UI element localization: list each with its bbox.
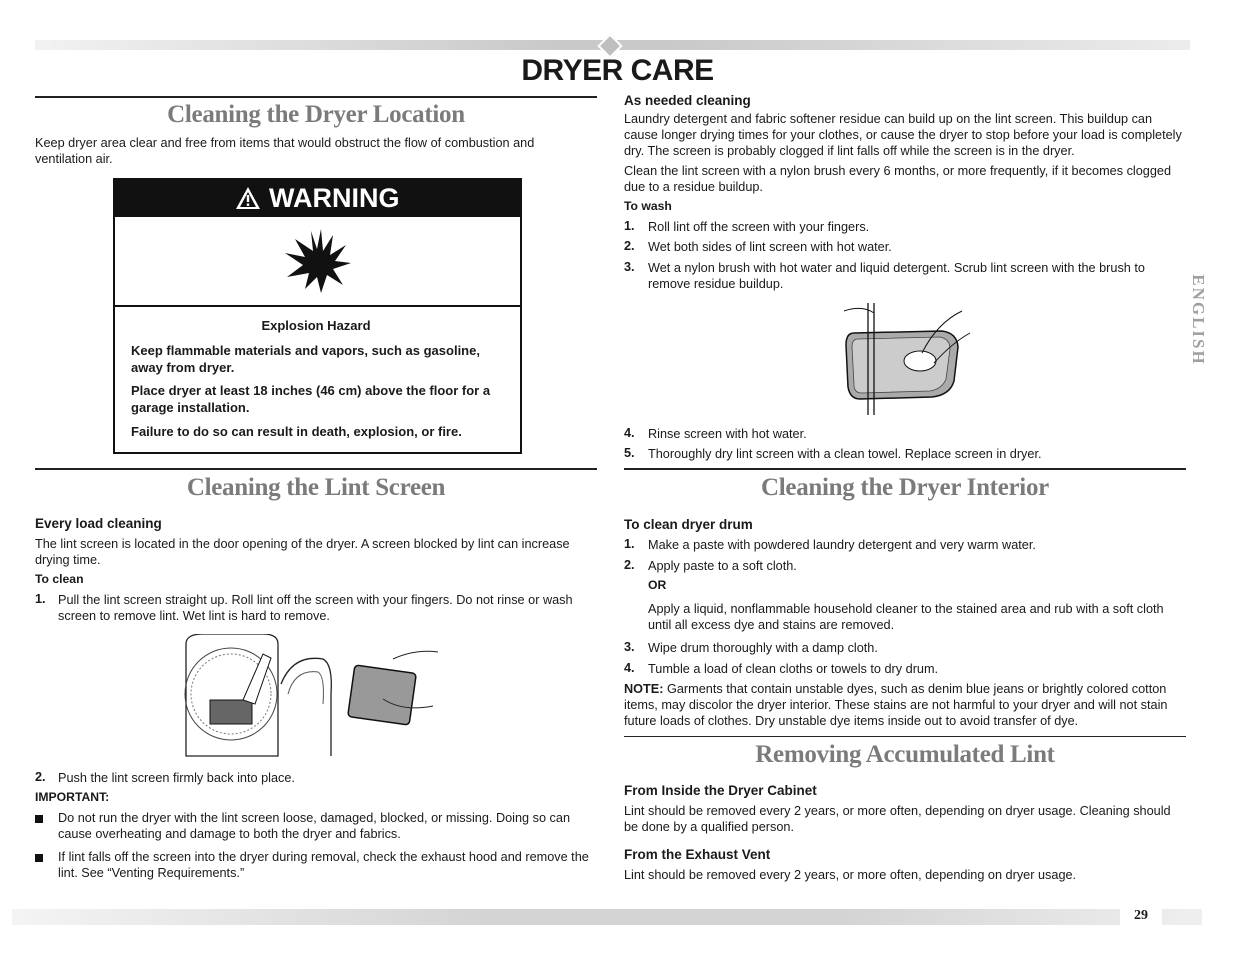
location-body: Keep dryer area clear and free from items that would obstruct the flow of combustion and ventilation air. xyxy=(35,136,535,166)
heading-lint-screen: Cleaning the Lint Screen xyxy=(186,474,446,501)
step-number: 3. xyxy=(624,640,635,654)
warning-line-2: Place dryer at least 18 inches (46 cm) above the floor for a garage installation. xyxy=(131,383,491,415)
wash-step-4: Rinse screen with hot water. xyxy=(648,427,807,441)
warning-label: WARNING xyxy=(269,183,400,213)
step-number: 2. xyxy=(624,558,635,572)
important-bullet-2: If lint falls off the screen into the dryer during removal, check the exhaust hood and remove the lint. See “Venting Requirements.” xyxy=(58,850,589,880)
step-number: 4. xyxy=(624,426,635,440)
explosion-icon xyxy=(283,227,353,297)
drum-step-1: Make a paste with powdered laundry detergent and very warm water. xyxy=(648,538,1036,552)
language-tab-label: ENGLISH xyxy=(1189,274,1208,366)
as-needed-p2: Clean the lint screen with a nylon brush every 6 months, or more frequently, if it becomes clogged due to a residue buildup. xyxy=(624,164,1172,194)
bullet-icon xyxy=(35,815,43,823)
step-number: 1. xyxy=(35,592,46,606)
or-label: OR xyxy=(648,578,667,592)
language-tab xyxy=(1178,272,1218,372)
lint-step-2: Push the lint screen firmly back into place. xyxy=(58,771,295,785)
lint-screen-removal-illustration xyxy=(183,634,448,759)
note-text: Garments that contain unstable dyes, such as denim blue jeans or brightly colored cotton items, may discolor the dryer interior. These stains are not harmful to your dryer and will not stain future loads of clothes. Dry unstable dye items inside out to avoid transfer of dye. xyxy=(624,682,1168,728)
lint-step-1: Pull the lint screen straight up. Roll lint off the screen with your fingers. Do not rinse or wash screen to remove lint. Wet lint is hard to remove. xyxy=(58,593,573,623)
wash-step-1: Roll lint off the screen with your fingers. xyxy=(648,220,870,234)
warning-box xyxy=(113,178,522,454)
footer-bar xyxy=(12,909,1202,925)
important-label: IMPORTANT: xyxy=(35,790,110,804)
heading-accumulated-lint: Removing Accumulated Lint xyxy=(755,741,1055,768)
note-label: NOTE: xyxy=(624,682,664,696)
warning-pictogram-area xyxy=(115,217,520,307)
warning-triangle-icon xyxy=(235,186,261,210)
interior-note xyxy=(624,681,1189,729)
step-number: 1. xyxy=(624,219,635,233)
every-load-heading: Every load cleaning xyxy=(35,516,162,531)
scrub-lint-screen-illustration xyxy=(842,303,972,415)
page-number: 29 xyxy=(1120,906,1162,926)
step-number: 2. xyxy=(35,770,46,784)
heading-dryer-interior: Cleaning the Dryer Interior xyxy=(761,474,1049,501)
step-number: 4. xyxy=(624,661,635,675)
exhaust-vent-text: Lint should be removed every 2 years, or more often, depending on dryer usage. xyxy=(624,868,1077,882)
drum-step-2: Apply paste to a soft cloth. xyxy=(648,559,797,573)
section-divider xyxy=(624,468,1186,470)
as-needed-p1: Laundry detergent and fabric softener residue can build up on the lint screen. This buildup can cause longer drying times for your clothes, or cause the dryer to stop before your load is completely dry. The screen is probably clogged if lint falls off while the screen is in the dryer. xyxy=(624,112,1182,158)
warning-line-3: Failure to do so can result in death, explosion, or fire. xyxy=(131,424,462,439)
wash-step-2: Wet both sides of lint screen with hot water. xyxy=(648,240,892,254)
drum-step-4: Tumble a load of clean cloths or towels to dry drum. xyxy=(648,662,939,676)
clean-drum-heading: To clean dryer drum xyxy=(624,517,753,532)
bullet-icon xyxy=(35,854,43,862)
to-wash-heading: To wash xyxy=(624,199,672,213)
heading-dryer-location: Cleaning the Dryer Location xyxy=(167,101,465,128)
section-divider xyxy=(35,96,597,98)
wash-step-5: Thoroughly dry lint screen with a clean towel. Replace screen in dryer. xyxy=(648,447,1042,461)
warning-line-1: Keep flammable materials and vapors, such as gasoline, away from dryer. xyxy=(131,343,480,375)
step-number: 3. xyxy=(624,260,635,274)
step-number: 2. xyxy=(624,239,635,253)
warning-header xyxy=(115,180,520,217)
section-divider xyxy=(624,736,1186,737)
lint-screen-body: The lint screen is located in the door opening of the dryer. A screen blocked by lint can increase drying time. xyxy=(35,537,570,567)
page-title: DRYER CARE xyxy=(521,54,714,87)
important-bullet-1: Do not run the dryer with the lint screen loose, damaged, blocked, or missing. Doing so can cause overheating and damage to both the dryer and fabrics. xyxy=(58,811,570,841)
inside-cabinet-text: Lint should be removed every 2 years, or more often, depending on dryer usage. Cleaning should be done by a qualified person. xyxy=(624,804,1171,834)
as-needed-heading: As needed cleaning xyxy=(624,93,751,108)
hazard-title: Explosion Hazard xyxy=(261,318,371,333)
section-divider xyxy=(35,468,597,470)
drum-or-text: Apply a liquid, nonflammable household cleaner to the stained area and rub with a soft cloth until all excess dye and stains are removed. xyxy=(648,602,1164,632)
drum-step-3: Wipe drum thoroughly with a damp cloth. xyxy=(648,641,878,655)
wash-step-3: Wet a nylon brush with hot water and liquid detergent. Scrub lint screen with the brush to remove residue buildup. xyxy=(648,261,1145,291)
exhaust-vent-heading: From the Exhaust Vent xyxy=(624,847,771,862)
step-number: 1. xyxy=(624,537,635,551)
step-number: 5. xyxy=(624,446,635,460)
inside-cabinet-heading: From Inside the Dryer Cabinet xyxy=(624,783,817,798)
to-clean-heading: To clean xyxy=(35,572,84,586)
